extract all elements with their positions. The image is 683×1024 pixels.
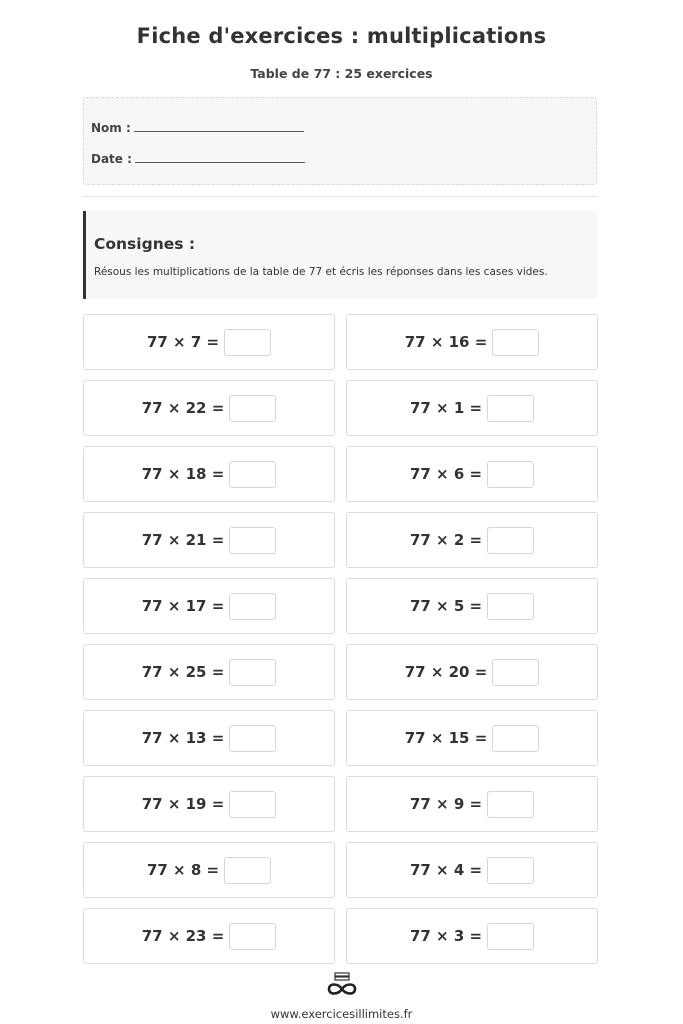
name-label: Nom : xyxy=(91,121,131,135)
exercise-expression: 77 × 5 = xyxy=(409,597,483,615)
exercise-card xyxy=(346,578,598,634)
name-blank[interactable] xyxy=(134,120,304,132)
exercise-expression: 77 × 6 = xyxy=(409,465,483,483)
exercise-expression: 77 × 8 = xyxy=(146,861,220,879)
instructions-title: Consignes : xyxy=(94,235,196,253)
exercise-card xyxy=(83,512,335,568)
name-line xyxy=(91,120,304,135)
answer-input[interactable] xyxy=(229,461,276,488)
exercise-expression: 77 × 15 = xyxy=(404,729,488,747)
date-blank[interactable] xyxy=(135,151,305,163)
answer-input[interactable] xyxy=(492,329,539,356)
exercise-card xyxy=(83,644,335,700)
exercise-card xyxy=(83,842,335,898)
answer-input[interactable] xyxy=(487,857,534,884)
answer-input[interactable] xyxy=(492,659,539,686)
student-info-box xyxy=(83,97,597,185)
exercise-expression: 77 × 16 = xyxy=(404,333,488,351)
exercise-card xyxy=(346,908,598,964)
answer-input[interactable] xyxy=(487,791,534,818)
exercise-expression: 77 × 4 = xyxy=(409,861,483,879)
answer-input[interactable] xyxy=(487,527,534,554)
answer-input[interactable] xyxy=(224,857,271,884)
answer-input[interactable] xyxy=(492,725,539,752)
exercise-expression: 77 × 7 = xyxy=(146,333,220,351)
date-line xyxy=(91,151,305,166)
exercise-expression: 77 × 25 = xyxy=(141,663,225,681)
exercise-expression: 77 × 19 = xyxy=(141,795,225,813)
infinity-book-icon xyxy=(325,972,359,998)
exercise-card xyxy=(346,776,598,832)
instructions-box xyxy=(83,211,597,299)
answer-input[interactable] xyxy=(229,593,276,620)
answer-input[interactable] xyxy=(487,395,534,422)
exercise-card xyxy=(346,380,598,436)
answer-input[interactable] xyxy=(229,395,276,422)
exercise-card xyxy=(83,314,335,370)
instructions-text: Résous les multiplications de la table de 77 et écris les réponses dans les cases vides. xyxy=(94,266,548,278)
divider xyxy=(83,196,597,197)
exercise-expression: 77 × 18 = xyxy=(141,465,225,483)
exercise-expression: 77 × 1 = xyxy=(409,399,483,417)
exercise-card xyxy=(346,512,598,568)
answer-input[interactable] xyxy=(224,329,271,356)
exercise-expression: 77 × 2 = xyxy=(409,531,483,549)
exercise-expression: 77 × 23 = xyxy=(141,927,225,945)
date-label: Date : xyxy=(91,152,132,166)
answer-input[interactable] xyxy=(229,725,276,752)
exercise-expression: 77 × 22 = xyxy=(141,399,225,417)
answer-input[interactable] xyxy=(229,527,276,554)
answer-input[interactable] xyxy=(229,791,276,818)
footer-url: www.exercicesillimites.fr xyxy=(270,1007,413,1021)
page-title: Fiche d'exercices : multiplications xyxy=(136,24,547,48)
exercise-expression: 77 × 9 = xyxy=(409,795,483,813)
answer-input[interactable] xyxy=(487,593,534,620)
exercise-card xyxy=(83,710,335,766)
exercise-expression: 77 × 13 = xyxy=(141,729,225,747)
answer-input[interactable] xyxy=(487,461,534,488)
exercise-card xyxy=(83,380,335,436)
exercise-card xyxy=(346,446,598,502)
exercise-card xyxy=(83,776,335,832)
exercise-grid xyxy=(83,314,599,964)
exercise-expression: 77 × 21 = xyxy=(141,531,225,549)
exercise-expression: 77 × 17 = xyxy=(141,597,225,615)
exercise-expression: 77 × 3 = xyxy=(409,927,483,945)
exercise-card xyxy=(83,446,335,502)
answer-input[interactable] xyxy=(487,923,534,950)
answer-input[interactable] xyxy=(229,659,276,686)
exercise-card xyxy=(346,314,598,370)
exercise-expression: 77 × 20 = xyxy=(404,663,488,681)
answer-input[interactable] xyxy=(229,923,276,950)
exercise-card xyxy=(346,842,598,898)
exercise-card xyxy=(83,908,335,964)
page-subtitle: Table de 77 : 25 exercices xyxy=(250,66,433,81)
exercise-card xyxy=(346,710,598,766)
exercise-card xyxy=(346,644,598,700)
exercise-card xyxy=(83,578,335,634)
